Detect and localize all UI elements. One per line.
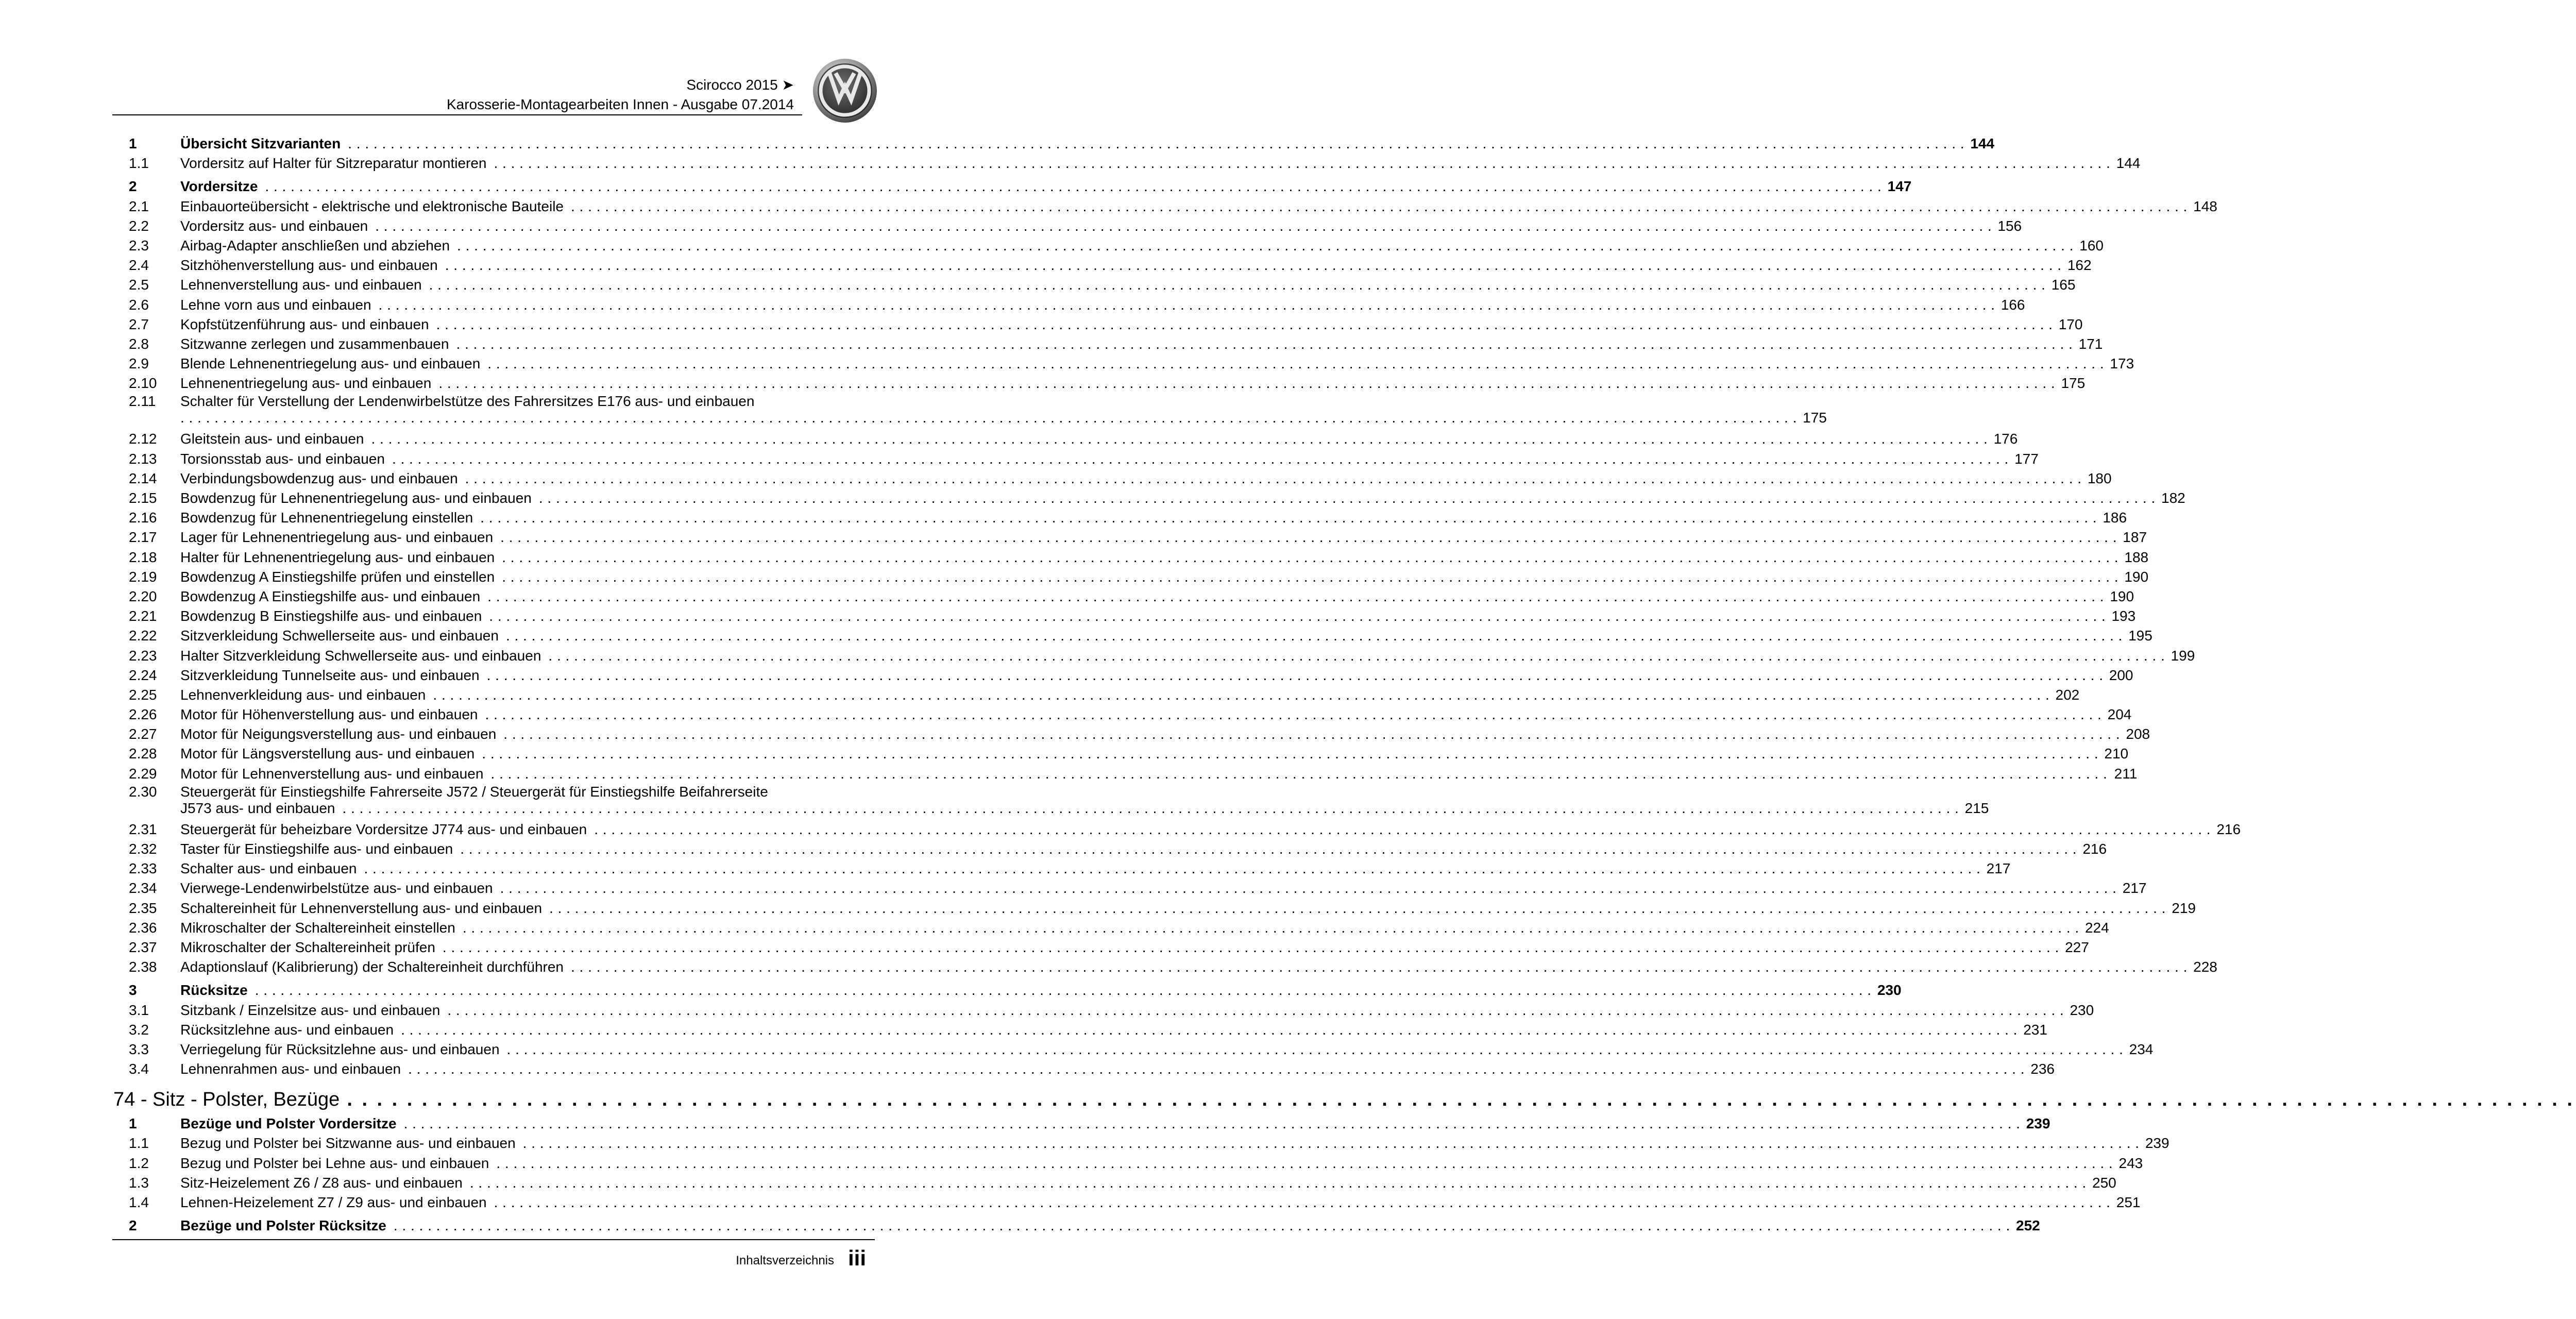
toc-entry-page: 171	[2078, 335, 2103, 352]
toc-entry-title: Verbindungsbowdenzug aus- und einbauen	[180, 470, 458, 486]
toc-entry-number: 2.35	[129, 900, 157, 916]
toc-entry-title: Mikroschalter der Schaltereinheit prüfen	[180, 939, 435, 955]
toc-entry-number: 2.32	[129, 841, 157, 857]
toc-entry-page: 236	[2030, 1061, 2055, 1077]
toc-entry-page: 176	[1993, 431, 2018, 447]
toc-entry-number: 2.36	[129, 919, 157, 936]
leader-dots	[500, 1040, 2129, 1059]
leader-dots	[357, 859, 1986, 878]
leader-dots	[385, 449, 2014, 469]
toc-entry-title: Motor für Lehnenverstellung aus- und einbauen	[180, 765, 484, 782]
toc-entry-page: 148	[2193, 198, 2217, 214]
leader-dots	[455, 918, 2084, 938]
toc-entry-page: 188	[2124, 549, 2149, 565]
toc-entry[interactable]	[129, 820, 2241, 839]
toc-entry-page: 217	[1986, 860, 2011, 877]
leader-dots	[397, 1114, 2026, 1134]
toc-entry-number: 3.1	[129, 1002, 149, 1018]
toc-entry-number: 2.37	[129, 939, 157, 955]
toc-entry-title: Sitz-Heizelement Z6 / Z8 aus- und einbauen	[180, 1174, 463, 1191]
toc-entry-title: Kopfstützenführung aus- und einbauen	[180, 316, 429, 332]
toc-entry-number: 2.18	[129, 549, 157, 565]
toc-entry-title: Adaptionslauf (Kalibrierung) der Schaltereinheit durchführen	[180, 959, 564, 975]
toc-entry-title: Taster für Einstiegshilfe aus- und einbauen	[180, 841, 453, 857]
toc-entry-title: Sitzverkleidung Tunnelseite aus- und einbauen	[180, 667, 480, 683]
toc-entry-page: 199	[2171, 647, 2195, 664]
toc-entry-page: 251	[2116, 1194, 2141, 1210]
toc-entry-title: Bowdenzug B Einstiegshilfe aus- und einbauen	[180, 608, 482, 624]
toc-entry-title: Steuergerät für Einstiegshilfe Fahrerseite J572 / Steuergerät für Einstiegshilfe Beifahrerseite	[180, 783, 768, 800]
toc-entry[interactable]	[129, 315, 2083, 334]
footer-section-label: Inhaltsverzeichnis	[736, 1254, 834, 1267]
toc-entry-title: Lehnen-Heizelement Z7 / Z9 aus- und einbauen	[180, 1194, 487, 1210]
toc-entry-number: 2.38	[129, 959, 157, 975]
toc-entry-page: 202	[2055, 686, 2080, 703]
toc-entry-page: 252	[2016, 1217, 2040, 1234]
leader-dots	[258, 177, 1887, 196]
toc-entry-number: 2.1	[129, 198, 149, 214]
toc-entry[interactable]	[129, 1001, 2094, 1020]
leader-dots	[473, 508, 2102, 528]
volkswagen-logo-icon	[812, 58, 878, 124]
toc-entry[interactable]	[129, 1040, 2154, 1059]
toc-entry-title: Schaltereinheit für Lehnenverstellung aus- und einbauen	[180, 900, 543, 916]
toc-entry-page: 215	[1964, 800, 1989, 816]
toc-entry-number: 1	[129, 1115, 137, 1132]
leader-dots	[422, 275, 2051, 295]
header-divider	[112, 114, 802, 115]
toc-entry-page: 187	[2123, 529, 2147, 546]
toc-entry-number: 2.17	[129, 529, 157, 546]
toc-entry[interactable]	[129, 488, 2185, 508]
toc-entry-title: Bezüge und Polster Vordersitze	[180, 1115, 397, 1132]
toc-entry[interactable]	[129, 918, 2109, 938]
leader-dots	[426, 685, 2055, 705]
toc-entry-title: Lager für Lehnenentriegelung aus- und einbauen	[180, 529, 494, 546]
toc-entry-number: 2.11	[129, 393, 156, 410]
toc-entry-title: Motor für Höhenverstellung aus- und einbauen	[180, 706, 478, 723]
leader-dots	[499, 626, 2128, 646]
leader-dots	[478, 705, 2107, 724]
toc-entry-number: 2.34	[129, 880, 157, 897]
leader-dots	[438, 256, 2067, 275]
toc-entry[interactable]	[129, 508, 2127, 528]
toc-entry-number: 2.9	[129, 356, 149, 372]
toc-entry-page: 180	[2087, 470, 2112, 486]
toc-entry-page: 216	[2216, 821, 2241, 837]
toc-entry[interactable]	[129, 980, 1902, 1000]
leader-dots	[495, 548, 2124, 567]
leader-dots	[495, 567, 2124, 587]
leader-dots	[435, 938, 2064, 957]
toc-entry[interactable]	[129, 705, 2132, 724]
leader-dots	[371, 295, 2001, 315]
toc-entry-page: 228	[2193, 959, 2217, 975]
toc-entry[interactable]	[129, 744, 2129, 764]
leader-dots	[429, 315, 2058, 334]
toc-entry-page: 165	[2051, 277, 2076, 293]
toc-entry-title: Motor für Längsverstellung aus- und einbauen	[180, 746, 475, 762]
leader-dots	[248, 980, 1877, 1000]
toc-entry[interactable]	[129, 899, 2196, 918]
toc-entry-title: Lehnenrahmen aus- und einbauen	[180, 1061, 401, 1077]
leader-dots	[532, 488, 2161, 508]
toc-entry[interactable]	[129, 567, 2149, 587]
toc-entry-title: Einbauorteübersicht - elektrische und elektronische Bauteile	[180, 198, 564, 214]
toc-entry-number: 2.19	[129, 568, 157, 585]
toc-entry[interactable]	[129, 548, 2149, 567]
toc-entry-number: 3.2	[129, 1021, 149, 1038]
toc-entry-number: 1.1	[129, 1135, 149, 1152]
toc-entry[interactable]	[129, 216, 2022, 236]
toc-entry-number: 2	[129, 178, 137, 195]
toc-entry-number: 2.7	[129, 316, 149, 332]
toc-entry-page: 231	[2023, 1021, 2047, 1038]
leader-dots	[480, 587, 2109, 606]
toc-entry-title: Sitzbank / Einzelsitze aus- und einbauen	[180, 1002, 440, 1018]
toc-entry-title: Airbag-Adapter anschließen und abziehen	[180, 237, 450, 253]
toc-entry-number: 2.25	[129, 686, 157, 703]
toc-entry-number: 2.24	[129, 667, 157, 683]
toc-entry[interactable]	[129, 449, 2039, 469]
toc-entry[interactable]	[129, 154, 2141, 173]
toc-entry-number: 3.3	[129, 1041, 149, 1057]
toc-entry-number: 2.22	[129, 628, 157, 644]
leader-dots	[542, 899, 2171, 918]
leader-dots	[493, 878, 2122, 898]
toc-entry-title: Bowdenzug A Einstiegshilfe prüfen und einstellen	[180, 568, 495, 585]
toc-entry-title: Bowdenzug A Einstiegshilfe aus- und einbauen	[180, 588, 481, 604]
toc-entry-title: Halter für Lehnenentriegelung aus- und einbauen	[180, 549, 495, 565]
toc-entry-number: 2.31	[129, 821, 157, 837]
toc-entry[interactable]	[129, 197, 2217, 216]
toc-entry-title: Lehne vorn aus und einbauen	[180, 296, 371, 313]
leader-dots	[431, 374, 2060, 393]
leader-dots	[386, 1216, 2015, 1236]
toc-entry-title: Halter Sitzverkleidung Schwellerseite aus- und einbauen	[180, 647, 541, 664]
leader-dots	[482, 606, 2111, 626]
toc-entry-number: 2.15	[129, 490, 157, 506]
footer-divider	[112, 1239, 875, 1240]
document-model: Scirocco 2015 ➤	[686, 77, 794, 93]
toc-entry-title: Verriegelung für Rücksitzlehne aus- und einbauen	[180, 1041, 500, 1057]
toc-entry[interactable]	[129, 134, 1995, 154]
toc-entry-number: 2.3	[129, 237, 149, 253]
toc-entry-number: 2.2	[129, 217, 149, 234]
toc-entry-title: Sitzwanne zerlegen und zusammenbauen	[180, 335, 449, 352]
leader-dots	[401, 1059, 2030, 1079]
leader-dots	[541, 646, 2170, 666]
footer-page-number: iii	[848, 1246, 866, 1270]
toc-entry-page: 250	[2092, 1174, 2116, 1191]
toc-entry-title: Vordersitz auf Halter für Sitzreparatur montieren	[180, 155, 487, 172]
toc-entry-number: 2.20	[129, 588, 157, 604]
toc-entry-page: 243	[2119, 1155, 2143, 1171]
toc-entry-number: 2	[129, 1217, 137, 1234]
toc-entry[interactable]	[129, 374, 2086, 393]
leader-dots	[394, 1020, 2023, 1040]
toc-entry-title: Lehnenentriegelung aus- und einbauen	[180, 375, 432, 392]
toc-entry-page: 160	[2079, 237, 2104, 253]
toc-entry-page: 211	[2114, 765, 2138, 782]
toc-entry-page: 227	[2065, 939, 2089, 955]
toc-entry-number: 1.3	[129, 1174, 149, 1191]
toc-entry-page: 175	[2061, 375, 2086, 392]
toc-entry[interactable]	[129, 783, 1989, 820]
toc-entry[interactable]	[129, 646, 2195, 666]
toc-entry[interactable]	[129, 528, 2147, 547]
toc-entry-page: 217	[2122, 880, 2147, 897]
toc-entry[interactable]	[129, 295, 2025, 315]
toc-entry[interactable]	[129, 354, 2134, 374]
leader-dots	[493, 528, 2122, 547]
toc-entry-number: 2.5	[129, 277, 149, 293]
toc-entry[interactable]	[129, 469, 2112, 488]
toc-entry[interactable]	[129, 177, 1912, 196]
toc-entry-page: 200	[2109, 667, 2133, 683]
toc-entry-page: 224	[2084, 919, 2109, 936]
toc-entry-title: Sitzverkleidung Schwellerseite aus- und einbauen	[180, 628, 499, 644]
toc-entry[interactable]	[129, 1134, 2170, 1153]
toc-entry[interactable]	[129, 393, 1827, 429]
toc-entry-number: 2.12	[129, 431, 157, 447]
leader-dots	[483, 764, 2112, 784]
leader-dots	[564, 957, 2193, 977]
toc-entry-title: Gleitstein aus- und einbauen	[180, 431, 364, 447]
leader-dots	[474, 744, 2104, 764]
toc-entry[interactable]	[129, 1020, 2047, 1040]
toc-entry-number: 1.1	[129, 155, 149, 172]
toc-entry[interactable]	[129, 275, 2076, 295]
toc-entry-page: 190	[2124, 568, 2149, 585]
toc-entry-number: 3	[129, 982, 137, 999]
toc-entry-title: Vordersitze	[180, 178, 258, 195]
toc-entry-page: 177	[2014, 450, 2039, 467]
leader-dots	[180, 410, 1802, 426]
toc-entry-page: 230	[2070, 1002, 2094, 1018]
toc-entry[interactable]	[129, 606, 2136, 626]
toc-entry-page: 186	[2103, 510, 2127, 526]
leader-dots	[364, 429, 1993, 449]
toc-entry-number: 2.28	[129, 746, 157, 762]
toc-entry-title: Motor für Neigungsverstellung aus- und einbauen	[180, 726, 497, 742]
toc-entry-page: 230	[1877, 982, 1902, 999]
toc-entry[interactable]	[129, 256, 2092, 275]
toc-entry-page: 173	[2110, 356, 2134, 372]
toc-entry[interactable]	[129, 764, 2138, 784]
toc-entry-title: Torsionsstab aus- und einbauen	[180, 450, 385, 467]
toc-entry-number: 2.13	[129, 450, 157, 467]
toc-entry[interactable]	[129, 1216, 2040, 1236]
toc-entry-title: Bezug und Polster bei Sitzwanne aus- und einbauen	[180, 1135, 516, 1152]
toc-entry-title: Mikroschalter der Schaltereinheit einstellen	[180, 919, 455, 936]
toc-entry-number: 2.4	[129, 257, 149, 274]
toc-entry-title: Rücksitze	[180, 982, 248, 999]
leader-dots	[496, 724, 2125, 744]
toc-entry-page: 195	[2128, 628, 2153, 644]
toc-entry-title: Übersicht Sitzvarianten	[180, 136, 341, 151]
toc-entry-number: 2.6	[129, 296, 149, 313]
toc-entry-number: 2.23	[129, 647, 157, 664]
toc-entry-title: Vierwege-Lendenwirbelstütze aus- und einbauen	[180, 880, 493, 897]
toc-entry[interactable]	[129, 1154, 2143, 1173]
toc-entry-title: Lehnenverkleidung aus- und einbauen	[180, 686, 426, 703]
leader-dots	[458, 469, 2087, 488]
toc-entry-page: 216	[2082, 841, 2107, 857]
toc-entry[interactable]	[129, 878, 2147, 898]
toc-entry-page: 208	[2126, 726, 2150, 742]
toc-entry[interactable]	[129, 957, 2217, 977]
toc-entry-number: 2.30	[129, 783, 157, 800]
toc-entry[interactable]	[129, 685, 2080, 705]
leader-dots	[449, 334, 2078, 354]
toc-entry[interactable]	[129, 1059, 2055, 1079]
leader-dots	[440, 1001, 2069, 1020]
leader-dots	[453, 839, 2082, 859]
toc-entry[interactable]	[129, 587, 2134, 606]
toc-entry-page: 166	[2001, 296, 2025, 313]
leader-dots	[480, 666, 2109, 685]
toc-entry-title: Schalter für Verstellung der Lendenwirbelstütze des Fahrersitzes E176 aus- und einbauen	[180, 393, 755, 410]
toc-entry-number: 1.4	[129, 1194, 149, 1210]
toc-entry-page: 210	[2104, 746, 2129, 762]
toc-entry-number: 2.26	[129, 706, 157, 723]
toc-entry-title: Schalter aus- und einbauen	[180, 860, 357, 877]
toc-entry[interactable]	[129, 1173, 2116, 1193]
toc-entry-number: 1.2	[129, 1155, 149, 1171]
toc-entry[interactable]	[129, 724, 2150, 744]
toc-entry-number: 2.16	[129, 510, 157, 526]
toc-entry[interactable]	[129, 626, 2153, 646]
toc-entry-number: 2.29	[129, 765, 157, 782]
toc-entry-page: 204	[2107, 706, 2132, 723]
leader-dots	[489, 1154, 2118, 1173]
toc-entry-page: 144	[2116, 155, 2141, 172]
toc-entry[interactable]	[129, 666, 2133, 685]
toc-entry-title: Vordersitz aus- und einbauen	[180, 217, 368, 234]
toc-entry-page: 219	[2172, 900, 2196, 916]
leader-dots	[516, 1134, 2145, 1153]
toc-entry-number: 2.14	[129, 470, 157, 486]
toc-entry-number: 2.10	[129, 375, 157, 392]
toc-entry[interactable]	[129, 429, 2018, 449]
toc-entry-title: Sitzhöhenverstellung aus- und einbauen	[180, 257, 438, 274]
toc-entry-title: Bowdenzug für Lehnenentriegelung aus- und einbauen	[180, 490, 532, 506]
toc-entry-page: 144	[1970, 136, 1995, 151]
leader-dots	[564, 197, 2193, 216]
toc-entry-number: 2.33	[129, 860, 157, 877]
toc-entry-number: 1	[129, 136, 137, 151]
toc-entry-title: Bezüge und Polster Rücksitze	[180, 1217, 386, 1234]
leader-dots	[340, 1085, 2576, 1114]
leader-dots	[480, 354, 2109, 374]
leader-dots	[450, 236, 2079, 256]
toc-entry[interactable]	[129, 1114, 2050, 1134]
document-title: Karosserie-Montagearbeiten Innen - Ausgabe 07.2014	[446, 96, 794, 112]
toc-entry-number: 3.4	[129, 1061, 149, 1077]
toc-entry-title: Bezug und Polster bei Lehne aus- und einbauen	[180, 1155, 489, 1171]
toc-entry-page: 175	[1803, 410, 1827, 426]
toc-entry[interactable]	[129, 334, 2103, 354]
toc-entry-page: 234	[2129, 1041, 2154, 1057]
toc-entry-title-continued: J573 aus- und einbauen	[180, 800, 335, 816]
toc-entry-page: 170	[2058, 316, 2083, 332]
toc-entry-number: 2.8	[129, 335, 149, 352]
chapter-title: 74 - Sitz - Polster, Bezüge	[113, 1089, 340, 1111]
toc-entry-page: 239	[2026, 1115, 2050, 1132]
toc-entry-page: 156	[1997, 217, 2022, 234]
toc-entry-number: 2.27	[129, 726, 157, 742]
leader-dots	[487, 1193, 2116, 1212]
leader-dots	[335, 800, 1964, 817]
toc-entry-title: Bowdenzug für Lehnenentriegelung einstellen	[180, 510, 473, 526]
toc-entry-page: 193	[2111, 608, 2136, 624]
toc-entry-title: Rücksitzlehne aus- und einbauen	[180, 1021, 394, 1038]
toc-entry-page: 190	[2110, 588, 2134, 604]
toc-entry[interactable]	[129, 859, 2011, 878]
toc-entry-page: 239	[2145, 1135, 2170, 1152]
toc-entry-title: Blende Lehnenentriegelung aus- und einbauen	[180, 356, 481, 372]
toc-entry-page: 162	[2067, 257, 2092, 274]
toc-entry[interactable]	[129, 236, 2104, 256]
leader-dots	[587, 820, 2216, 839]
toc-entry-title: Steuergerät für beheizbare Vordersitze J774 aus- und einbauen	[180, 821, 587, 837]
leader-dots	[463, 1173, 2092, 1193]
toc-entry[interactable]	[129, 938, 2089, 957]
toc-entry-page: 147	[1887, 178, 1912, 195]
toc-entry[interactable]	[129, 839, 2107, 859]
leader-dots	[368, 216, 1997, 236]
toc-entry-number: 2.21	[129, 608, 157, 624]
toc-entry-title: Lehnenverstellung aus- und einbauen	[180, 277, 422, 293]
toc-entry[interactable]	[129, 1193, 2141, 1212]
toc-entry-page: 182	[2161, 490, 2185, 506]
leader-dots	[341, 134, 1970, 154]
chapter-heading[interactable]	[113, 1085, 872, 1114]
table-of-contents	[113, 134, 2241, 1236]
leader-dots	[486, 154, 2115, 173]
